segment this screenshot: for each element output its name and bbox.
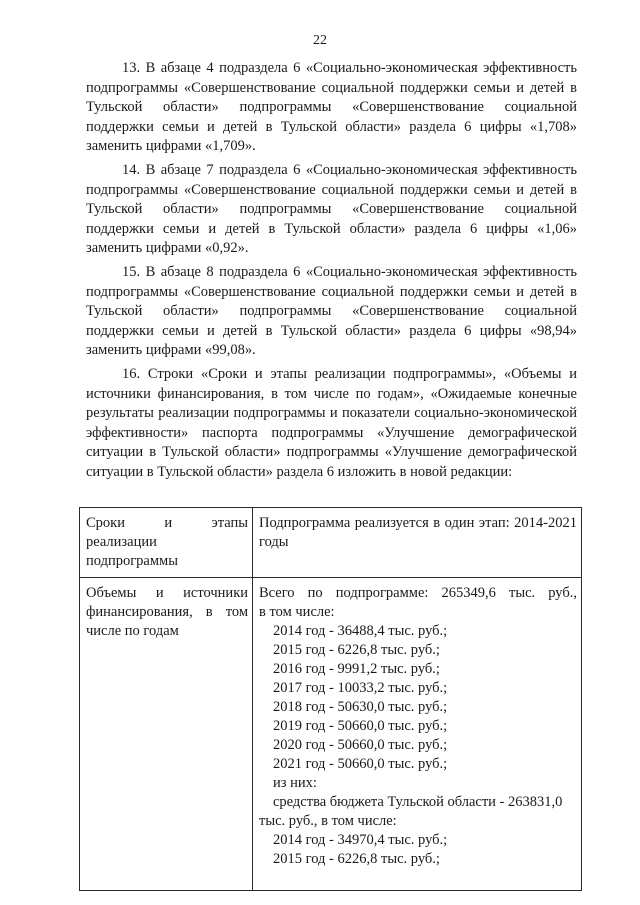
table-cell-label: Объемы и источники финансирования, в том числе по годам (80, 578, 253, 891)
paragraph-13: 13. В абзаце 4 подраздела 6 «Социально-экономическая эффективность подпрограммы «Совершенствование социальной поддержки семьи и детей в Тульской области» подпрограммы «Совершенствование социальной поддержки семьи и детей в Тульской области» раздела 6 цифры «1,708» заменить цифрами «1,709». (86, 60, 577, 155)
financing-line: 2014 год - 36488,4 тыс. руб.; (273, 623, 448, 639)
financing-line: 2017 год - 10033,2 тыс. руб.; (273, 680, 448, 696)
table-row (80, 578, 582, 891)
table-row (80, 508, 582, 578)
document-body (86, 59, 577, 486)
financing-line: из них: (273, 775, 317, 791)
financing-line: 2021 год - 50660,0 тыс. руб.; (273, 756, 448, 772)
financing-line: 2015 год - 6226,8 тыс. руб.; (273, 642, 440, 658)
financing-line: 2016 год - 9991,2 тыс. руб.; (273, 661, 440, 677)
paragraph-15: 15. В абзаце 8 подраздела 6 «Социально-экономическая эффективность подпрограммы «Совершенствование социальной поддержки семьи и детей в Тульской области» подпрограммы «Совершенствование социальной поддержки семьи и детей в Тульской области» раздела 6 цифры «98,94» заменить цифрами «99,08». (86, 263, 577, 359)
financing-line: в том числе: (259, 604, 335, 620)
passport-table (79, 507, 582, 891)
financing-line: 2014 год - 34970,4 тыс. руб.; (273, 832, 448, 848)
paragraph-14: 14. В абзаце 7 подраздела 6 «Социально-экономическая эффективность подпрограммы «Совершенствование социальной поддержки семьи и детей в Тульской области» подпрограммы «Совершенствование социальной поддержки семьи и детей в Тульской области» раздела 6 цифры «1,06» заменить цифрами «0,92». (86, 161, 577, 257)
financing-line: 2015 год - 6226,8 тыс. руб.; (273, 851, 440, 867)
table-cell-label: Сроки и этапы реализации подпрограммы (80, 508, 253, 578)
paragraph-16: 16. Строки «Сроки и этапы реализации подпрограммы», «Объемы и источники финансирования, в том числе по годам», «Ожидаемые конечные результаты реализации подпрограммы и показатели социально-экономической эффективности» паспорта подпрограммы «Улучшение демографической ситуации в Тульской области» подпрограммы «Улучшение демографической ситуации в Тульской области» раздела 6 изложить в новой редакции: (86, 365, 577, 480)
financing-line: 2019 год - 50660,0 тыс. руб.; (273, 718, 448, 734)
table-cell-value (253, 578, 582, 891)
page-number: 22 (313, 33, 327, 48)
table-cell-value: Подпрограмма реализуется в один этап: 2014-2021 годы (253, 508, 582, 578)
financing-line: Всего по подпрограмме: 265349,6 тыс. руб., (259, 585, 577, 601)
financing-line: тыс. руб., в том числе: (259, 813, 397, 829)
financing-line: 2020 год - 50660,0 тыс. руб.; (273, 737, 448, 753)
financing-line: средства бюджета Тульской области - 263831,0 (273, 794, 563, 810)
financing-line: 2018 год - 50630,0 тыс. руб.; (273, 699, 448, 715)
